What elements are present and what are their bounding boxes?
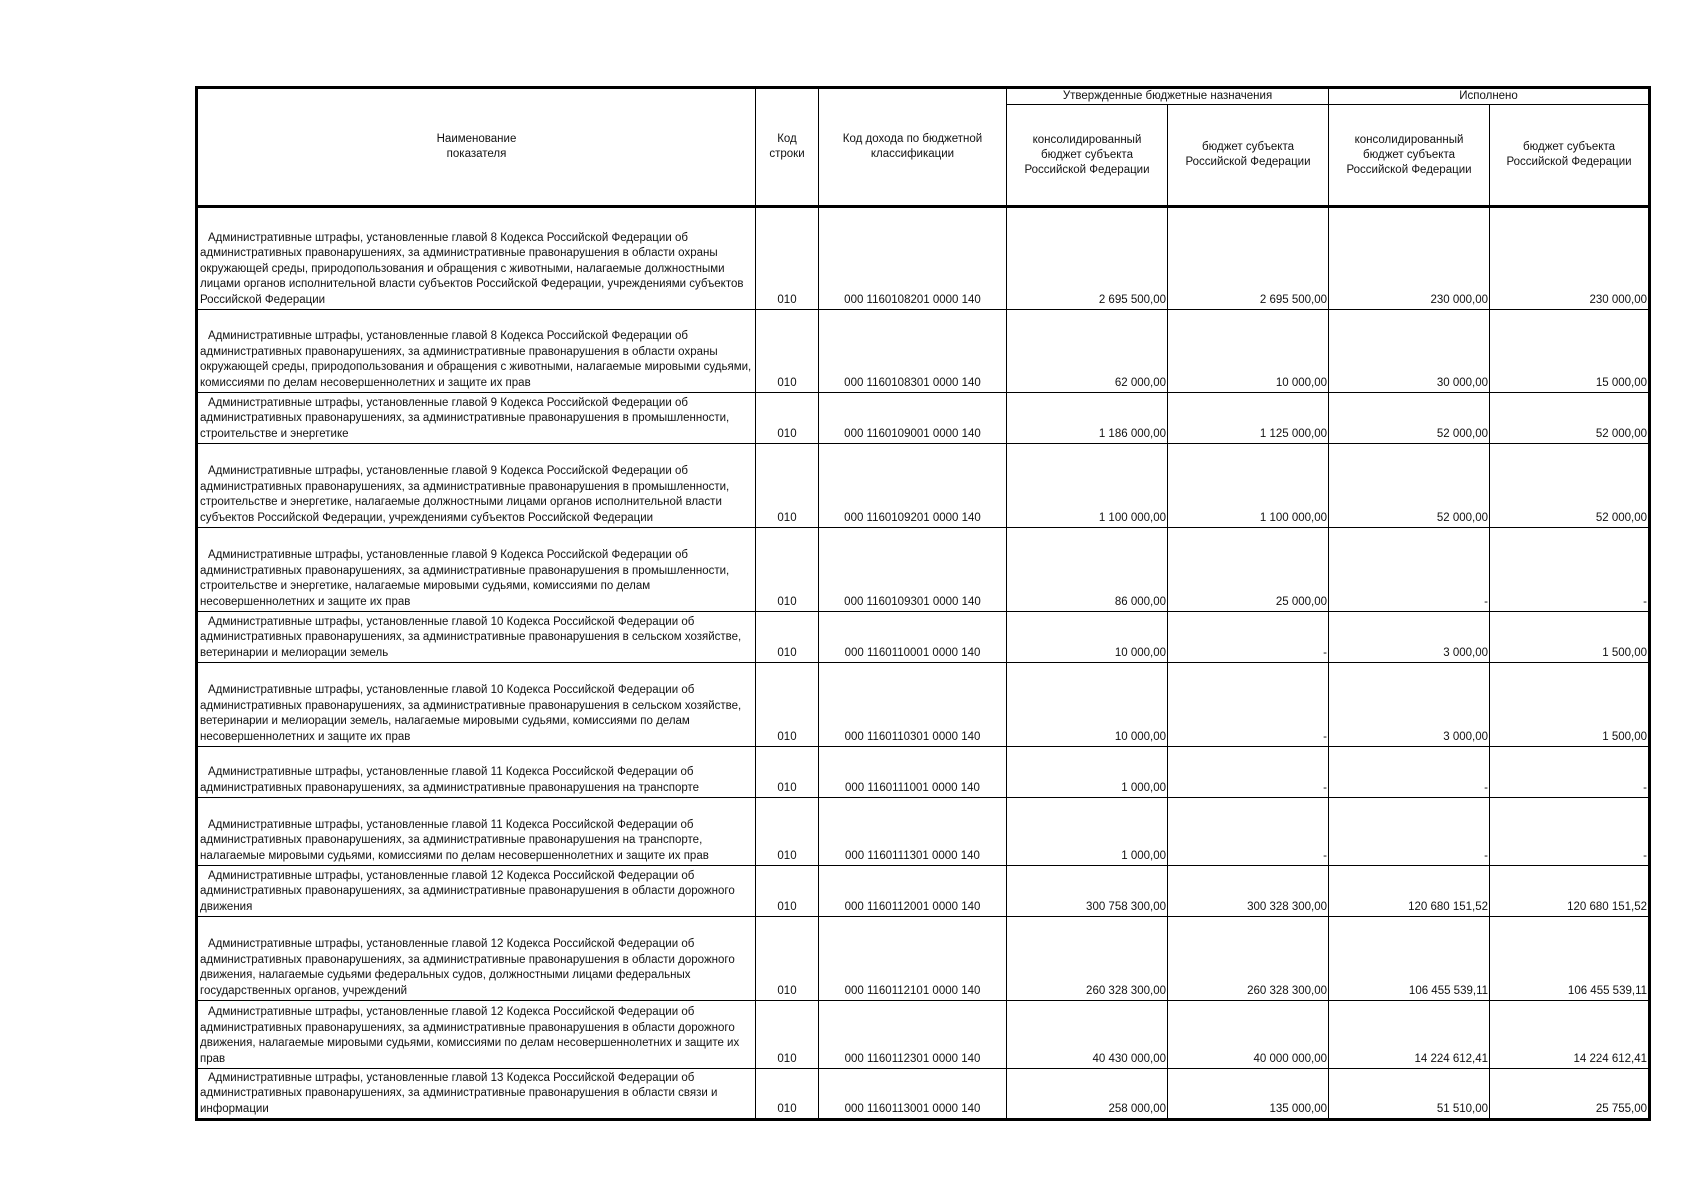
row-approved-subject: 2 695 500,00 [1168,207,1329,310]
row-approved-subject: - [1168,798,1329,866]
row-line-code: 010 [756,393,819,444]
row-name-cell [197,612,756,663]
row-name: Административные штрафы, установленные главой 12 Кодекса Российской Федерации об административных правонарушениях, за административные правонарушения в области дорожного движения, налагаемые мировыми судьями, комиссиями по делам несовершеннолетних и защите их прав [200,1006,743,1065]
row-approved-consolidated: 1 000,00 [1007,747,1168,798]
row-approved-subject: 1 100 000,00 [1168,444,1329,528]
row-approved-subject: 40 000 000,00 [1168,1001,1329,1069]
row-income-code: 000 1160112001 0000 140 [819,866,1007,917]
header-approved-subject [1168,105,1329,207]
row-name: Административные штрафы, установленные главой 9 Кодекса Российской Федерации об административных правонарушениях, за административные правонарушения в промышленности, строительстве и энергетике, налагаемые должностными лицами органов исполнительной власти субъектов Российской Федерации, учреждениями субъектов Российской Федерации [200,465,733,524]
table-row [197,747,1650,798]
row-approved-consolidated: 1 186 000,00 [1007,393,1168,444]
row-executed-consolidated: - [1329,528,1490,612]
table-row [197,444,1650,528]
row-line-code: 010 [756,747,819,798]
row-name-cell [197,866,756,917]
row-name: Административные штрафы, установленные главой 9 Кодекса Российской Федерации об административных правонарушениях, за административные правонарушения в промышленности, строительстве и энергетике, налагаемые мировыми судьями, комиссиями по делам несовершеннолетних и защите их прав [200,549,733,608]
row-name: Административные штрафы, установленные главой 12 Кодекса Российской Федерации об административных правонарушениях, за административные правонарушения в области дорожного движения, налагаемые судьями федеральных судов, должностными лицами федеральных государственных органов, учреждений [200,938,738,997]
row-line-code: 010 [756,663,819,747]
row-income-code: 000 1160109201 0000 140 [819,444,1007,528]
row-income-code: 000 1160109001 0000 140 [819,393,1007,444]
row-executed-consolidated: 14 224 612,41 [1329,1001,1490,1069]
row-line-code: 010 [756,917,819,1001]
table-row [197,917,1650,1001]
header-name-text: Наименование показателя [436,133,517,160]
table-row [197,663,1650,747]
table-row [197,866,1650,917]
row-name-cell [197,393,756,444]
row-executed-consolidated: - [1329,747,1490,798]
table-row [197,1069,1650,1120]
row-name-cell [197,917,756,1001]
row-name: Административные штрафы, установленные главой 8 Кодекса Российской Федерации об административных правонарушениях, за административные правонарушения в области охраны окружающей среды, природопользования и обращения с животными, налагаемые должностными лицами органов исполнительной власти субъектов Российской Федерации, учреждениями субъектов Российской Федерации [200,231,747,306]
row-executed-subject: - [1490,798,1650,866]
row-line-code: 010 [756,1001,819,1069]
table-body [197,207,1650,1120]
row-approved-consolidated: 258 000,00 [1007,1069,1168,1120]
row-line-code: 010 [756,444,819,528]
header-executed-consolidated-text: консолидированный бюджет субъекта Российской Федерации [1346,133,1472,176]
table-header [197,88,1650,207]
row-line-code: 010 [756,528,819,612]
row-name-cell [197,444,756,528]
row-income-code: 000 1160109301 0000 140 [819,528,1007,612]
table-row [197,612,1650,663]
row-name-cell [197,207,756,310]
row-approved-subject: 25 000,00 [1168,528,1329,612]
row-approved-consolidated: 1 100 000,00 [1007,444,1168,528]
row-name-cell [197,663,756,747]
row-name-cell [197,1001,756,1069]
row-name: Административные штрафы, установленные главой 10 Кодекса Российской Федерации об административных правонарушениях, за административные правонарушения в сельском хозяйстве, ветеринарии и мелиорации земель [200,615,745,659]
row-approved-subject: 260 328 300,00 [1168,917,1329,1001]
header-executed-consolidated [1329,105,1490,207]
row-executed-subject: - [1490,528,1650,612]
row-line-code: 010 [756,310,819,393]
row-approved-subject: - [1168,663,1329,747]
row-name: Административные штрафы, установленные главой 9 Кодекса Российской Федерации об административных правонарушениях, за административные правонарушения в промышленности, строительстве и энергетике [200,396,733,440]
header-executed-subject [1490,105,1650,207]
row-approved-subject: 300 328 300,00 [1168,866,1329,917]
row-executed-subject: 14 224 612,41 [1490,1001,1650,1069]
table-row [197,310,1650,393]
table-row [197,393,1650,444]
header-line-code [756,88,819,207]
row-approved-subject: 135 000,00 [1168,1069,1329,1120]
row-approved-subject: - [1168,612,1329,663]
row-executed-consolidated: - [1329,798,1490,866]
row-line-code: 010 [756,798,819,866]
row-name-cell [197,798,756,866]
row-executed-consolidated: 106 455 539,11 [1329,917,1490,1001]
header-group-row [197,88,1650,105]
row-executed-subject: 1 500,00 [1490,663,1650,747]
row-line-code: 010 [756,1069,819,1120]
row-approved-subject: 1 125 000,00 [1168,393,1329,444]
row-executed-subject: 230 000,00 [1490,207,1650,310]
row-line-code: 010 [756,207,819,310]
row-executed-consolidated: 120 680 151,52 [1329,866,1490,917]
header-executed-subject-text: бюджет субъекта Российской Федерации [1506,141,1632,168]
header-approved-consolidated-text: консолидированный бюджет субъекта Российской Федерации [1024,133,1150,176]
header-approved-subject-text: бюджет субъекта Российской Федерации [1185,141,1311,168]
header-income-code [819,88,1007,207]
header-line-code-text: Код строки [769,133,805,160]
row-name: Административные штрафы, установленные главой 10 Кодекса Российской Федерации об административных правонарушениях, за административные правонарушения в сельском хозяйстве, ветеринарии и мелиорации земель, налагаемые мировыми судьями, комиссиями по делам несовершеннолетних и защите их прав [200,684,745,743]
row-line-code: 010 [756,866,819,917]
row-income-code: 000 1160108201 0000 140 [819,207,1007,310]
header-approved-consolidated [1007,105,1168,207]
row-line-code: 010 [756,612,819,663]
row-approved-consolidated: 300 758 300,00 [1007,866,1168,917]
row-name: Административные штрафы, установленные главой 13 Кодекса Российской Федерации об административных правонарушениях, за административные правонарушения в области связи и информации [200,1071,721,1115]
row-income-code: 000 1160108301 0000 140 [819,310,1007,393]
row-executed-subject: 1 500,00 [1490,612,1650,663]
row-executed-subject: 52 000,00 [1490,393,1650,444]
row-approved-subject: - [1168,747,1329,798]
budget-execution-table [195,86,1651,1121]
row-income-code: 000 1160113001 0000 140 [819,1069,1007,1120]
row-approved-consolidated: 40 430 000,00 [1007,1001,1168,1069]
table-row [197,528,1650,612]
row-approved-consolidated: 86 000,00 [1007,528,1168,612]
row-income-code: 000 1160111301 0000 140 [819,798,1007,866]
row-name-cell [197,1069,756,1120]
row-executed-subject: 15 000,00 [1490,310,1650,393]
row-executed-consolidated: 52 000,00 [1329,393,1490,444]
row-name: Административные штрафы, установленные главой 11 Кодекса Российской Федерации об административных правонарушениях, за административные правонарушения на транспорте [200,766,700,794]
row-executed-subject: 106 455 539,11 [1490,917,1650,1001]
row-executed-subject: 25 755,00 [1490,1069,1650,1120]
row-approved-subject: 10 000,00 [1168,310,1329,393]
row-approved-consolidated: 10 000,00 [1007,612,1168,663]
table-row [197,207,1650,310]
row-income-code: 000 1160112101 0000 140 [819,917,1007,1001]
row-name: Административные штрафы, установленные главой 8 Кодекса Российской Федерации об административных правонарушениях, за административные правонарушения в области охраны окружающей среды, природопользования и обращения с животными, налагаемые мировыми судьями, комиссиями по делам несовершеннолетних и защите их прав [200,330,755,389]
row-income-code: 000 1160110001 0000 140 [819,612,1007,663]
row-approved-consolidated: 62 000,00 [1007,310,1168,393]
table-row [197,1001,1650,1069]
row-approved-consolidated: 1 000,00 [1007,798,1168,866]
row-name-cell [197,747,756,798]
row-name-cell [197,528,756,612]
row-name: Административные штрафы, установленные главой 12 Кодекса Российской Федерации об административных правонарушениях, за административные правонарушения в области дорожного движения [200,869,738,913]
row-name-cell [197,310,756,393]
row-executed-subject: 52 000,00 [1490,444,1650,528]
row-income-code: 000 1160110301 0000 140 [819,663,1007,747]
row-executed-subject: - [1490,747,1650,798]
row-executed-consolidated: 51 510,00 [1329,1069,1490,1120]
header-approved-group: Утвержденные бюджетные назначения [1007,88,1329,105]
row-income-code: 000 1160111001 0000 140 [819,747,1007,798]
header-income-code-text: Код дохода по бюджетной классификации [842,133,983,160]
row-name: Административные штрафы, установленные главой 11 Кодекса Российской Федерации об административных правонарушениях, за административные правонарушения на транспорте, налагаемые мировыми судьями, комиссиями по делам несовершеннолетних и защите их прав [200,818,709,862]
row-executed-consolidated: 30 000,00 [1329,310,1490,393]
row-approved-consolidated: 2 695 500,00 [1007,207,1168,310]
row-income-code: 000 1160112301 0000 140 [819,1001,1007,1069]
row-executed-consolidated: 3 000,00 [1329,612,1490,663]
row-executed-consolidated: 52 000,00 [1329,444,1490,528]
row-approved-consolidated: 260 328 300,00 [1007,917,1168,1001]
row-executed-consolidated: 230 000,00 [1329,207,1490,310]
row-executed-subject: 120 680 151,52 [1490,866,1650,917]
header-name [197,88,756,207]
row-executed-consolidated: 3 000,00 [1329,663,1490,747]
header-executed-group: Исполнено [1329,88,1650,105]
row-approved-consolidated: 10 000,00 [1007,663,1168,747]
table-row [197,798,1650,866]
